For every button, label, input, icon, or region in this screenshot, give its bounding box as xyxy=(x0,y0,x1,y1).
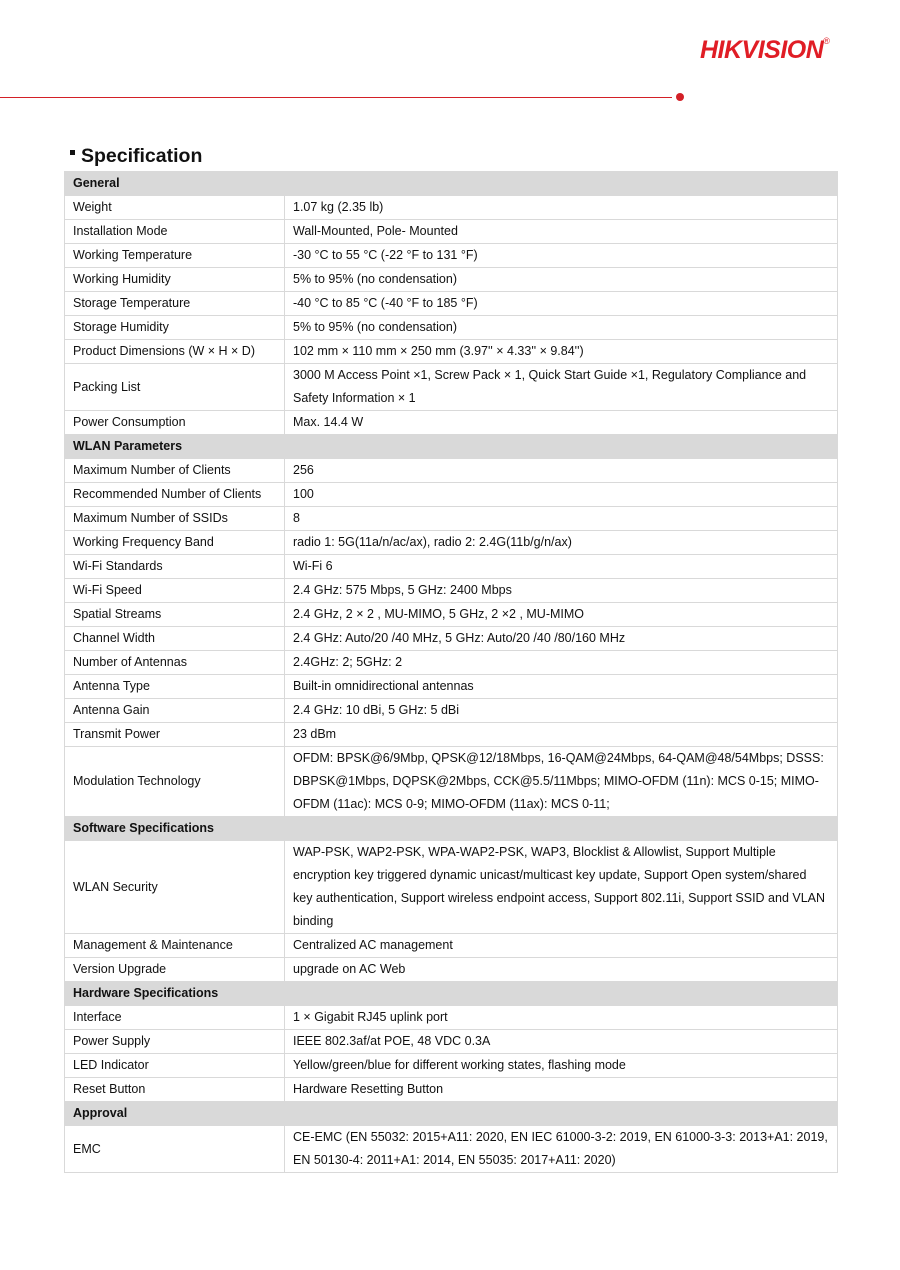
hikvision-logo: HIKVISION® xyxy=(700,36,830,64)
table-row xyxy=(65,651,838,675)
spec-value: Centralized AC management xyxy=(285,934,838,958)
spec-label: Reset Button xyxy=(65,1078,285,1102)
spec-value: 5% to 95% (no condensation) xyxy=(285,268,838,292)
table-row xyxy=(65,268,838,292)
section-header: General xyxy=(65,172,838,196)
bullet-icon xyxy=(70,150,75,155)
table-row xyxy=(65,603,838,627)
section-header-row xyxy=(65,1102,838,1126)
table-row xyxy=(65,699,838,723)
table-row xyxy=(65,292,838,316)
table-row xyxy=(65,220,838,244)
table-row xyxy=(65,244,838,268)
spec-label: Wi-Fi Speed xyxy=(65,579,285,603)
spec-label: Transmit Power xyxy=(65,723,285,747)
table-row xyxy=(65,627,838,651)
spec-label: Weight xyxy=(65,196,285,220)
spec-label: Working Frequency Band xyxy=(65,531,285,555)
section-header: Approval xyxy=(65,1102,838,1126)
table-row xyxy=(65,579,838,603)
spec-value: OFDM: BPSK@6/9Mbp, QPSK@12/18Mbps, 16-QAM@24Mbps, 64-QAM@48/54Mbps; DSSS: DBPSK@1Mbps, DQPSK@2Mbps, CCK@5.5/11Mbps; MIMO-OFDM (11n): MCS 0-15; MIMO-OFDM (11ac): MCS 0-9; MIMO-OFDM (11ax): MCS 0-11; xyxy=(285,747,838,817)
spec-label: Interface xyxy=(65,1006,285,1030)
table-row xyxy=(65,340,838,364)
spec-label: Recommended Number of Clients xyxy=(65,483,285,507)
spec-label: Power Consumption xyxy=(65,411,285,435)
spec-label: WLAN Security xyxy=(65,841,285,934)
header-divider xyxy=(0,97,672,98)
section-header-row xyxy=(65,817,838,841)
spec-label: Maximum Number of Clients xyxy=(65,459,285,483)
spec-label: Antenna Type xyxy=(65,675,285,699)
spec-label: Packing List xyxy=(65,364,285,411)
spec-value: 2.4 GHz: 10 dBi, 5 GHz: 5 dBi xyxy=(285,699,838,723)
spec-label: Channel Width xyxy=(65,627,285,651)
spec-label: Installation Mode xyxy=(65,220,285,244)
spec-value: 1.07 kg (2.35 lb) xyxy=(285,196,838,220)
spec-value: -30 °C to 55 °C (-22 °F to 131 °F) xyxy=(285,244,838,268)
spec-label: Number of Antennas xyxy=(65,651,285,675)
spec-table-body xyxy=(65,172,838,1173)
spec-value: IEEE 802.3af/at POE, 48 VDC 0.3A xyxy=(285,1030,838,1054)
section-header-row xyxy=(65,982,838,1006)
table-row xyxy=(65,459,838,483)
section-header: WLAN Parameters xyxy=(65,435,838,459)
header-divider-dot xyxy=(676,93,684,101)
spec-label: Working Humidity xyxy=(65,268,285,292)
spec-label: Working Temperature xyxy=(65,244,285,268)
spec-value: 5% to 95% (no condensation) xyxy=(285,316,838,340)
table-row xyxy=(65,841,838,934)
table-row xyxy=(65,958,838,982)
table-row xyxy=(65,1078,838,1102)
spec-label: LED Indicator xyxy=(65,1054,285,1078)
spec-value: WAP-PSK, WAP2-PSK, WPA-WAP2-PSK, WAP3, Blocklist & Allowlist, Support Multiple encryption key triggered dynamic unicast/multicast key update, Support Open system/shared key authentication, Support wireless endpoint access, Support 802.11i, Support SSID and VLAN binding xyxy=(285,841,838,934)
spec-value: 100 xyxy=(285,483,838,507)
table-row xyxy=(65,675,838,699)
table-row xyxy=(65,1126,838,1173)
spec-label: Maximum Number of SSIDs xyxy=(65,507,285,531)
table-row xyxy=(65,196,838,220)
spec-value: 256 xyxy=(285,459,838,483)
section-header-row xyxy=(65,435,838,459)
spec-value: Max. 14.4 W xyxy=(285,411,838,435)
spec-label: EMC xyxy=(65,1126,285,1173)
spec-value: Hardware Resetting Button xyxy=(285,1078,838,1102)
spec-value: 2.4 GHz, 2 × 2 , MU-MIMO, 5 GHz, 2 ×2 , MU-MIMO xyxy=(285,603,838,627)
table-row xyxy=(65,507,838,531)
spec-value: CE-EMC (EN 55032: 2015+A11: 2020, EN IEC 61000-3-2: 2019, EN 61000-3-3: 2013+A1: 2019, EN 50130-4: 2011+A1: 2014, EN 55035: 2017+A11: 2020) xyxy=(285,1126,838,1173)
spec-value: upgrade on AC Web xyxy=(285,958,838,982)
spec-value: Wi-Fi 6 xyxy=(285,555,838,579)
spec-label: Management & Maintenance xyxy=(65,934,285,958)
spec-value: 2.4 GHz: 575 Mbps, 5 GHz: 2400 Mbps xyxy=(285,579,838,603)
table-row xyxy=(65,1030,838,1054)
table-row xyxy=(65,934,838,958)
spec-label: Product Dimensions (W × H × D) xyxy=(65,340,285,364)
spec-label: Storage Temperature xyxy=(65,292,285,316)
table-row xyxy=(65,747,838,817)
table-row xyxy=(65,531,838,555)
spec-value: Wall-Mounted, Pole- Mounted xyxy=(285,220,838,244)
spec-value: 102 mm × 110 mm × 250 mm (3.97'' × 4.33'' × 9.84'') xyxy=(285,340,838,364)
table-row xyxy=(65,1054,838,1078)
section-header: Hardware Specifications xyxy=(65,982,838,1006)
page-title: Specification xyxy=(70,145,202,168)
section-header: Software Specifications xyxy=(65,817,838,841)
spec-value: 2.4GHz: 2; 5GHz: 2 xyxy=(285,651,838,675)
table-row xyxy=(65,723,838,747)
spec-table xyxy=(64,171,838,1173)
spec-label: Power Supply xyxy=(65,1030,285,1054)
table-row xyxy=(65,483,838,507)
spec-label: Spatial Streams xyxy=(65,603,285,627)
table-row xyxy=(65,316,838,340)
spec-value: 8 xyxy=(285,507,838,531)
spec-label: Storage Humidity xyxy=(65,316,285,340)
spec-label: Wi-Fi Standards xyxy=(65,555,285,579)
spec-value: -40 °C to 85 °C (-40 °F to 185 °F) xyxy=(285,292,838,316)
spec-value: 1 × Gigabit RJ45 uplink port xyxy=(285,1006,838,1030)
spec-value: 2.4 GHz: Auto/20 /40 MHz, 5 GHz: Auto/20 /40 /80/160 MHz xyxy=(285,627,838,651)
spec-label: Modulation Technology xyxy=(65,747,285,817)
table-row xyxy=(65,411,838,435)
spec-value: Yellow/green/blue for different working states, flashing mode xyxy=(285,1054,838,1078)
spec-value: 23 dBm xyxy=(285,723,838,747)
section-header-row xyxy=(65,172,838,196)
spec-value: radio 1: 5G(11a/n/ac/ax), radio 2: 2.4G(11b/g/n/ax) xyxy=(285,531,838,555)
spec-value: 3000 M Access Point ×1, Screw Pack × 1, Quick Start Guide ×1, Regulatory Compliance and Safety Information × 1 xyxy=(285,364,838,411)
table-row xyxy=(65,1006,838,1030)
spec-label: Version Upgrade xyxy=(65,958,285,982)
table-row xyxy=(65,555,838,579)
spec-value: Built-in omnidirectional antennas xyxy=(285,675,838,699)
spec-label: Antenna Gain xyxy=(65,699,285,723)
table-row xyxy=(65,364,838,411)
